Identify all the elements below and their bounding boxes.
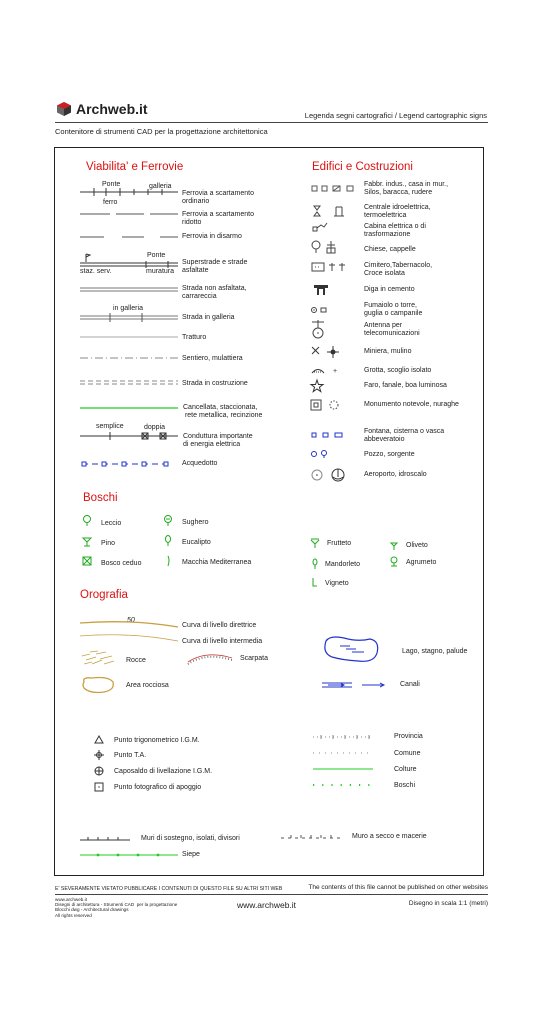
- pozzo-icon: [311, 449, 331, 459]
- footer-divider: [55, 894, 488, 895]
- header-divider: [55, 122, 488, 123]
- strada-galleria-symbol: [80, 313, 180, 323]
- edifici-label-11: Monumento notevole, nuraghe: [364, 401, 459, 408]
- acquedotto-symbol: [82, 460, 172, 468]
- leccio-icon: [82, 515, 92, 527]
- antenna-icon: [311, 319, 325, 339]
- label-pino: Pino: [101, 540, 116, 547]
- section-title-viabilita: Viabilita' e Ferrovie: [86, 161, 184, 173]
- label-cancellata: Cancellata, staccionata, rete metallica, recinzione: [183, 404, 263, 419]
- edifici-label-5: Diga in cemento: [364, 286, 415, 293]
- label-strada-non-asfaltata: Strada non asfaltata, carrareccia: [182, 285, 247, 300]
- label-in-galleria: in galleria: [113, 305, 143, 312]
- punto-ta-icon: [94, 750, 104, 760]
- bosco-ceduo-icon: [82, 556, 92, 568]
- label-curva-intermedia: Curva di livello intermedia: [182, 638, 263, 645]
- label-leccio: Leccio: [101, 520, 122, 527]
- footer-small-text: www.archweb.it Disegni di architettura - Strumenti CAD per la progettazione Blocchi dwg - Architectural drawings All rights reserved: [55, 897, 178, 918]
- label-curva-direttrice: Curva di livello direttrice: [182, 622, 257, 629]
- label-semplice: semplice: [96, 423, 124, 430]
- ferrovia-disarmo-symbol: [80, 234, 180, 240]
- label-muratura: muratura: [146, 268, 175, 275]
- label-doppia: doppia: [144, 424, 166, 431]
- archweb-logo: [56, 101, 72, 117]
- label-punto-ta: Punto T.A.: [114, 752, 147, 759]
- label-eucalipto: Eucalipto: [182, 539, 211, 546]
- boschi-line-symbol: [313, 783, 375, 787]
- label-siepe: Siepe: [182, 851, 200, 858]
- edifici-label-9: Grotta, scoglio isolato: [364, 367, 432, 374]
- curva-intermedia-symbol: [80, 632, 180, 644]
- fabbricato-icons: [311, 185, 359, 193]
- provincia-symbol: [313, 734, 375, 740]
- label-num-50: 50: [127, 617, 135, 624]
- label-ferrovia-ridotta: Ferrovia a scartamento ridotto: [182, 211, 254, 226]
- aeroporto-icon: [311, 468, 347, 482]
- label-bosco-ceduo: Bosco ceduo: [101, 560, 142, 567]
- agrumeto-icon: [389, 556, 399, 568]
- triangle-icon: [94, 735, 104, 745]
- edifici-label-6: Fumaiolo o torre, guglia o campanile: [364, 302, 423, 317]
- strada-non-asfaltata-symbol: [80, 287, 180, 293]
- footer-site-link[interactable]: www.archweb.it: [237, 900, 297, 910]
- header-subtitle: Contenitore di strumenti CAD per la progettazione architettonica: [55, 127, 268, 136]
- edifici-label-13: Pozzo, sorgente: [364, 451, 415, 458]
- label-rocce: Rocce: [126, 657, 146, 664]
- fumaiolo-icon: [311, 306, 329, 314]
- label-scarpata: Scarpata: [240, 655, 269, 662]
- label-boschi-line: Boschi: [394, 782, 416, 789]
- lago-symbol: [320, 633, 380, 665]
- chiesa-icon: [311, 240, 337, 254]
- frutteto-icon: [310, 538, 320, 548]
- strada-costruzione-symbol: [80, 380, 180, 386]
- svg-text:+: +: [333, 368, 338, 375]
- punto-foto-icon: [94, 782, 104, 792]
- edifici-label-2: Cabina elettrica o di trasformazione: [364, 223, 426, 238]
- label-oliveto: Oliveto: [406, 542, 428, 549]
- label-punto-trig: Punto trigonometrico I.G.M.: [114, 737, 200, 744]
- label-ponte: Ponte: [102, 181, 121, 188]
- label-superstrade: Superstrade e strade asfaltate: [182, 259, 248, 274]
- label-provincia: Provincia: [394, 733, 423, 740]
- label-ferrovia-ordinaria: Ferrovia a scartamento ordinario: [182, 190, 254, 205]
- canali-symbol: [322, 680, 386, 690]
- siepe-symbol: [80, 852, 180, 858]
- label-caposaldo: Caposaldo di livellazione I.G.M.: [114, 768, 213, 775]
- edifici-label-4: Cimitero,Tabernacolo, Croce isolata: [364, 262, 433, 277]
- section-title-boschi: Boschi: [83, 492, 118, 504]
- edifici-label-12: Fontana, cisterna o vasca abbeveratoio: [364, 428, 445, 443]
- label-sentiero: Sentiero, mulattiera: [182, 355, 243, 362]
- label-muri: Muri di sostegno, isolati, divisori: [141, 835, 240, 842]
- cancellata-symbol: [80, 406, 180, 410]
- mandorleto-icon: [310, 558, 320, 570]
- label-area-rocciosa: Area rocciosa: [126, 682, 169, 689]
- label-agrumeto: Agrumeto: [406, 559, 437, 566]
- grotta-icon: [311, 366, 341, 374]
- label-staz-serv: staz. serv.: [80, 268, 112, 275]
- ferrovia-ridotta-symbol: [80, 211, 180, 217]
- label-tratturo: Tratturo: [182, 334, 207, 341]
- label-sughero: Sughero: [182, 519, 209, 526]
- sughero-icon: [163, 515, 173, 527]
- label-frutteto: Frutteto: [327, 540, 352, 547]
- superstrade-symbol: [80, 252, 180, 268]
- centrale-icon: [312, 205, 346, 217]
- label-conduttura: Conduttura importante di energia elettrica: [183, 433, 253, 448]
- section-title-orografia: Orografia: [80, 589, 128, 601]
- edifici-label-10: Faro, fanale, boa luminosa: [364, 382, 447, 389]
- footer-scale: Disegno in scala 1:1 (metri): [408, 900, 488, 907]
- edifici-label-7: Antenna per telecomunicazioni: [364, 322, 420, 337]
- colture-symbol: [313, 767, 375, 771]
- footer-warning-it: E' SEVERAMENTE VIETATO PUBBLICARE I CONTENUTI DI QUESTO FILE SU ALTRI SITI WEB: [55, 886, 283, 892]
- label-ponte-2: Ponte: [147, 252, 166, 259]
- cimitero-icon: [312, 262, 348, 272]
- label-strada-galleria: Strada in galleria: [182, 314, 235, 321]
- label-acquedotto: Acquedotto: [182, 460, 218, 467]
- label-ferro: ferro: [103, 199, 118, 206]
- brand-name[interactable]: Archweb.it: [76, 101, 148, 117]
- miniera-icon: [311, 345, 341, 359]
- edifici-label-8: Miniera, mulino: [364, 348, 412, 355]
- edifici-label-14: Aeroporto, idroscalo: [364, 471, 427, 478]
- comune-symbol: [313, 751, 375, 755]
- label-lago: Lago, stagno, palude: [402, 648, 468, 655]
- footer-warning-en: The contents of this file cannot be published on other websites: [308, 884, 488, 891]
- ferrovia-ordinaria-symbol: [80, 186, 180, 198]
- edifici-label-0: Fabbr. indus., casa in mur., Silos, baracca, rudere: [364, 181, 449, 196]
- vigneto-icon: [310, 577, 320, 587]
- curva-direttrice-symbol: [80, 617, 180, 629]
- area-rocciosa-symbol: [80, 676, 116, 696]
- cabina-elettrica-icon: [312, 222, 328, 232]
- rocce-symbol: [80, 650, 116, 668]
- edifici-label-3: Chiese, cappelle: [364, 246, 416, 253]
- muri-symbol: [80, 836, 132, 842]
- macchia-icon: [163, 555, 173, 567]
- monumento-icon: [311, 399, 341, 411]
- section-title-edifici: Edifici e Costruzioni: [312, 161, 413, 173]
- diga-icon: [313, 282, 329, 296]
- label-mandorleto: Mandorleto: [325, 561, 361, 568]
- label-punto-foto: Punto fotografico di apoggio: [114, 784, 202, 791]
- edifici-label-1: Centrale idroelettrica, termoelettrica: [364, 204, 431, 219]
- muro-secco-symbol: [281, 834, 343, 840]
- fontana-icon: [311, 431, 347, 439]
- eucalipto-icon: [163, 535, 173, 547]
- label-galleria: galleria: [149, 183, 172, 190]
- faro-icon: [311, 380, 323, 392]
- tratturo-symbol: [80, 335, 180, 339]
- label-muro-secco: Muro a secco e macerie: [352, 833, 427, 840]
- legend-title: Legenda segni cartografici / Legend cartographic signs: [304, 111, 487, 120]
- oliveto-icon: [389, 541, 399, 551]
- caposaldo-icon: [94, 766, 104, 776]
- sentiero-symbol: [80, 356, 180, 360]
- label-ferrovia-disarmo: Ferrovia in disarmo: [182, 233, 242, 240]
- pino-icon: [82, 536, 92, 548]
- label-colture: Colture: [394, 766, 417, 773]
- label-vigneto: Vigneto: [325, 580, 349, 587]
- label-strada-costruzione: Strada in costruzione: [182, 380, 248, 387]
- label-canali: Canali: [400, 681, 420, 688]
- scarpata-symbol: [186, 650, 236, 664]
- conduttura-symbol: [80, 431, 180, 441]
- label-macchia: Macchia Mediterranea: [182, 559, 252, 566]
- label-comune: Comune: [394, 750, 421, 757]
